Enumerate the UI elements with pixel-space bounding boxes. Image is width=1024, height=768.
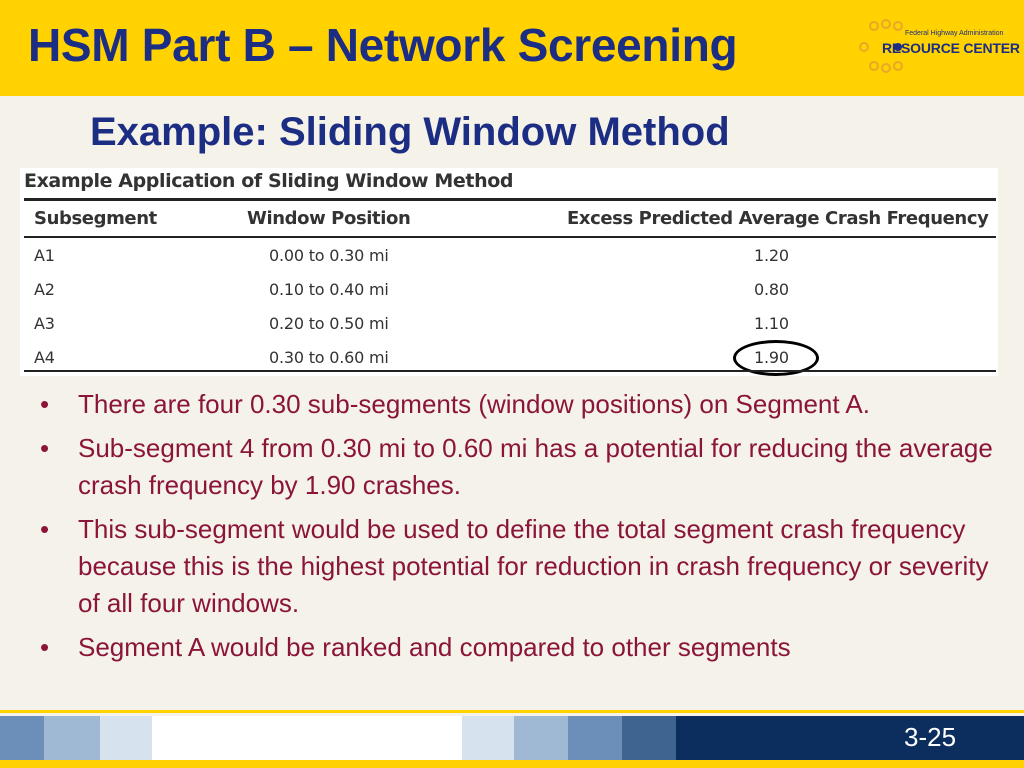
footer-block	[44, 716, 100, 760]
bullet-item	[34, 430, 994, 504]
bullet-dot-icon: •	[40, 632, 50, 662]
logo-agency-text: Federal Highway Administration	[905, 30, 1004, 37]
slide-title: HSM Part B – Network Screening	[28, 19, 738, 71]
bullet-item	[34, 386, 994, 423]
cell-crash-frequency: 1.10	[754, 314, 789, 333]
footer-divider	[0, 710, 1024, 713]
bullet-text: This sub-segment would be used to define the total segment crash frequency because this is the highest potential for reduction in crash frequency or severity of all four windows.	[78, 514, 989, 618]
header-bar	[0, 0, 1024, 96]
bullet-text: There are four 0.30 sub-segments (window positions) on Segment A.	[78, 389, 870, 419]
table-row	[20, 240, 998, 274]
bullet-item	[34, 629, 994, 666]
footer-block	[100, 716, 152, 760]
cell-window-position: 0.00 to 0.30 mi	[269, 246, 389, 265]
table-bottom-rule	[24, 370, 996, 372]
cell-window-position: 0.30 to 0.60 mi	[269, 348, 389, 367]
cell-subsegment: A2	[34, 280, 55, 299]
bullet-text: Sub-segment 4 from 0.30 mi to 0.60 mi has a potential for reducing the average crash frequency by 1.90 crashes.	[78, 433, 993, 500]
footer-block	[514, 716, 568, 760]
cell-subsegment: A4	[34, 348, 55, 367]
bullet-dot-icon: •	[40, 389, 50, 419]
cell-window-position: 0.20 to 0.50 mi	[269, 314, 389, 333]
header-subsegment: Subsegment	[34, 208, 157, 229]
table-top-rule	[24, 198, 996, 201]
logo-main-text: RESOURCE CENTER	[882, 40, 1020, 56]
footer-bar	[0, 716, 1024, 760]
table-caption: Example Application of Sliding Window Method	[24, 170, 514, 192]
resource-center-logo	[852, 18, 1020, 78]
footer-block	[152, 716, 462, 760]
bullet-text: Segment A would be ranked and compared to other segments	[78, 632, 791, 662]
bullet-dot-icon: •	[40, 514, 50, 544]
cell-window-position: 0.10 to 0.40 mi	[269, 280, 389, 299]
footer-block	[462, 716, 514, 760]
cell-subsegment: A3	[34, 314, 55, 333]
footer-block	[0, 716, 44, 760]
page-number: 3-25	[904, 722, 957, 752]
cell-crash-frequency: 1.90	[754, 348, 789, 367]
table-row	[20, 308, 998, 342]
cell-crash-frequency: 1.20	[754, 246, 789, 265]
table-row	[20, 274, 998, 308]
footer-block	[676, 716, 1024, 760]
footer-block	[622, 716, 676, 760]
header-window-position: Window Position	[247, 208, 411, 229]
cell-subsegment: A1	[34, 246, 55, 265]
cell-crash-frequency: 0.80	[754, 280, 789, 299]
header-rule	[24, 236, 996, 238]
bullet-dot-icon: •	[40, 433, 50, 463]
header-excess-crash-frequency: Excess Predicted Average Crash Frequency	[567, 208, 989, 229]
footer-block	[568, 716, 622, 760]
bullet-list	[34, 386, 994, 673]
data-table	[20, 168, 998, 376]
slide-subtitle: Example: Sliding Window Method	[90, 110, 730, 154]
footer-bottom-strip	[0, 760, 1024, 768]
bullet-item	[34, 511, 994, 622]
